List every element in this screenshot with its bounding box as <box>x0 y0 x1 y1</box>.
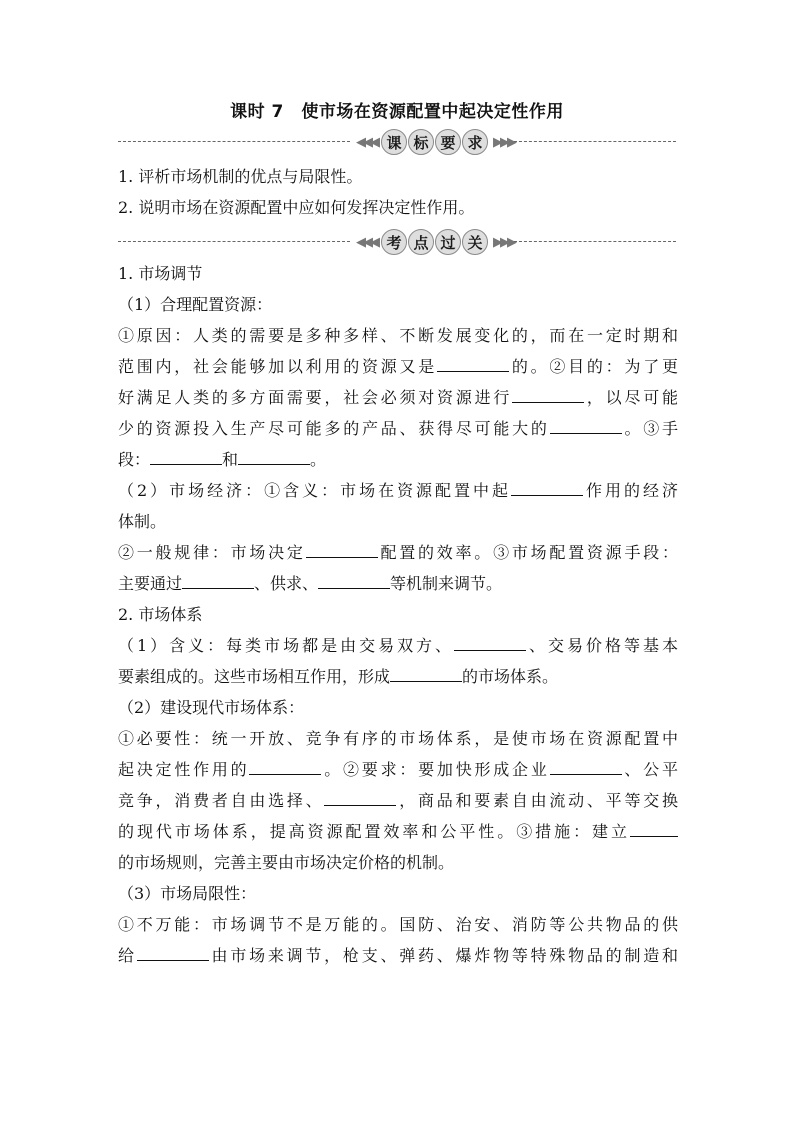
text-line: （1）含义：每类市场都是由交易双方、 、交易价格等基本 <box>118 630 678 661</box>
fill-blank[interactable] <box>390 664 462 682</box>
heading-market-system: 2. 市场体系 <box>118 605 203 624</box>
fill-blank[interactable] <box>550 416 622 434</box>
banner-char: 点 <box>408 229 434 255</box>
banner-char: 考 <box>381 229 407 255</box>
keypoints-body <box>118 258 678 971</box>
section-banner-requirements <box>118 128 676 156</box>
requirement-item: 1. 评析市场机制的优点与局限性。 <box>118 167 363 186</box>
text-line: 范围内，社会能够加以利用的资源又是 的。②目的：为了更 <box>118 351 678 382</box>
section-banner-keypoints <box>118 228 676 256</box>
text-line: 的市场规则，完善主要由市场决定价格的机制。 <box>118 853 455 872</box>
dashed-rule-left <box>118 141 350 142</box>
banner-char: 求 <box>462 129 488 155</box>
text-line: ①原因：人类的需要是多种多样、不断发展变化的，而在一定时期和 <box>118 326 678 345</box>
requirement-item: 2. 说明市场在资源配置中应如何发挥决定性作用。 <box>118 198 475 217</box>
double-chevron-right-icon: ▶▶▶ <box>493 134 514 150</box>
banner-char: 要 <box>435 129 461 155</box>
dashed-rule-right <box>514 141 676 142</box>
dashed-rule-right <box>514 241 676 242</box>
fill-blank[interactable] <box>512 385 584 403</box>
banner-char: 关 <box>462 229 488 255</box>
text-line: ②一般规律：市场决定 配置的效率。③市场配置资源手段： <box>118 537 678 568</box>
dashed-rule-left <box>118 241 350 242</box>
fill-blank[interactable] <box>630 819 678 837</box>
banner-char: 课 <box>381 129 407 155</box>
fill-blank[interactable] <box>550 757 622 775</box>
text-line: 的现代市场体系，提高资源配置效率和公平性。③措施：建立 <box>118 816 678 847</box>
text-line: （2）市场经济：①含义：市场在资源配置中起 作用的经济 <box>118 475 678 506</box>
text-line: 给 由市场来调节，枪支、弹药、爆炸物等特殊物品的制造和 <box>118 940 678 971</box>
double-chevron-right-icon: ▶▶▶ <box>493 234 514 250</box>
text-line: 主要通过 、供求、 等机制来调节。 <box>118 568 678 599</box>
fill-blank[interactable] <box>437 354 509 372</box>
subheading: （2）建设现代市场体系： <box>118 698 305 717</box>
fill-blank[interactable] <box>182 571 254 589</box>
text-line: 起决定性作用的 。②要求：要加快形成企业 、公平 <box>118 754 678 785</box>
fill-blank[interactable] <box>511 478 583 496</box>
subheading: （3）市场局限性： <box>118 884 257 903</box>
fill-blank[interactable] <box>306 540 378 558</box>
fill-blank[interactable] <box>454 633 526 651</box>
double-chevron-left-icon: ◀◀◀ <box>356 234 377 250</box>
text-line: 段： 和 。 <box>118 444 678 475</box>
fill-blank[interactable] <box>318 571 390 589</box>
text-line: 体制。 <box>118 512 167 531</box>
heading-market-regulation: 1. 市场调节 <box>118 264 203 283</box>
fill-blank[interactable] <box>137 943 209 961</box>
banner-char: 标 <box>408 129 434 155</box>
text-line: 竞争，消费者自由选择、 ，商品和要素自由流动、平等交换 <box>118 785 678 816</box>
banner-char: 过 <box>435 229 461 255</box>
text-line: ①必要性：统一开放、竞争有序的市场体系，是使市场在资源配置中 <box>118 729 678 748</box>
requirements-list <box>118 161 678 223</box>
double-chevron-left-icon: ◀◀◀ <box>356 134 377 150</box>
page-title: 课时 7 使市场在资源配置中起决定性作用 <box>230 102 564 122</box>
fill-blank[interactable] <box>324 788 396 806</box>
subheading: （1）合理配置资源： <box>118 295 273 314</box>
text-line: 少的资源投入生产尽可能多的产品、获得尽可能大的 。③手 <box>118 413 678 444</box>
fill-blank[interactable] <box>150 447 222 465</box>
text-line: ①不万能：市场调节不是万能的。国防、治安、消防等公共物品的供 <box>118 915 678 934</box>
text-line: 好满足人类的多方面需要，社会必须对资源进行 ，以尽可能 <box>118 382 678 413</box>
fill-blank[interactable] <box>249 757 321 775</box>
fill-blank[interactable] <box>238 447 310 465</box>
text-line: 要素组成的。这些市场相互作用，形成 的市场体系。 <box>118 661 678 692</box>
